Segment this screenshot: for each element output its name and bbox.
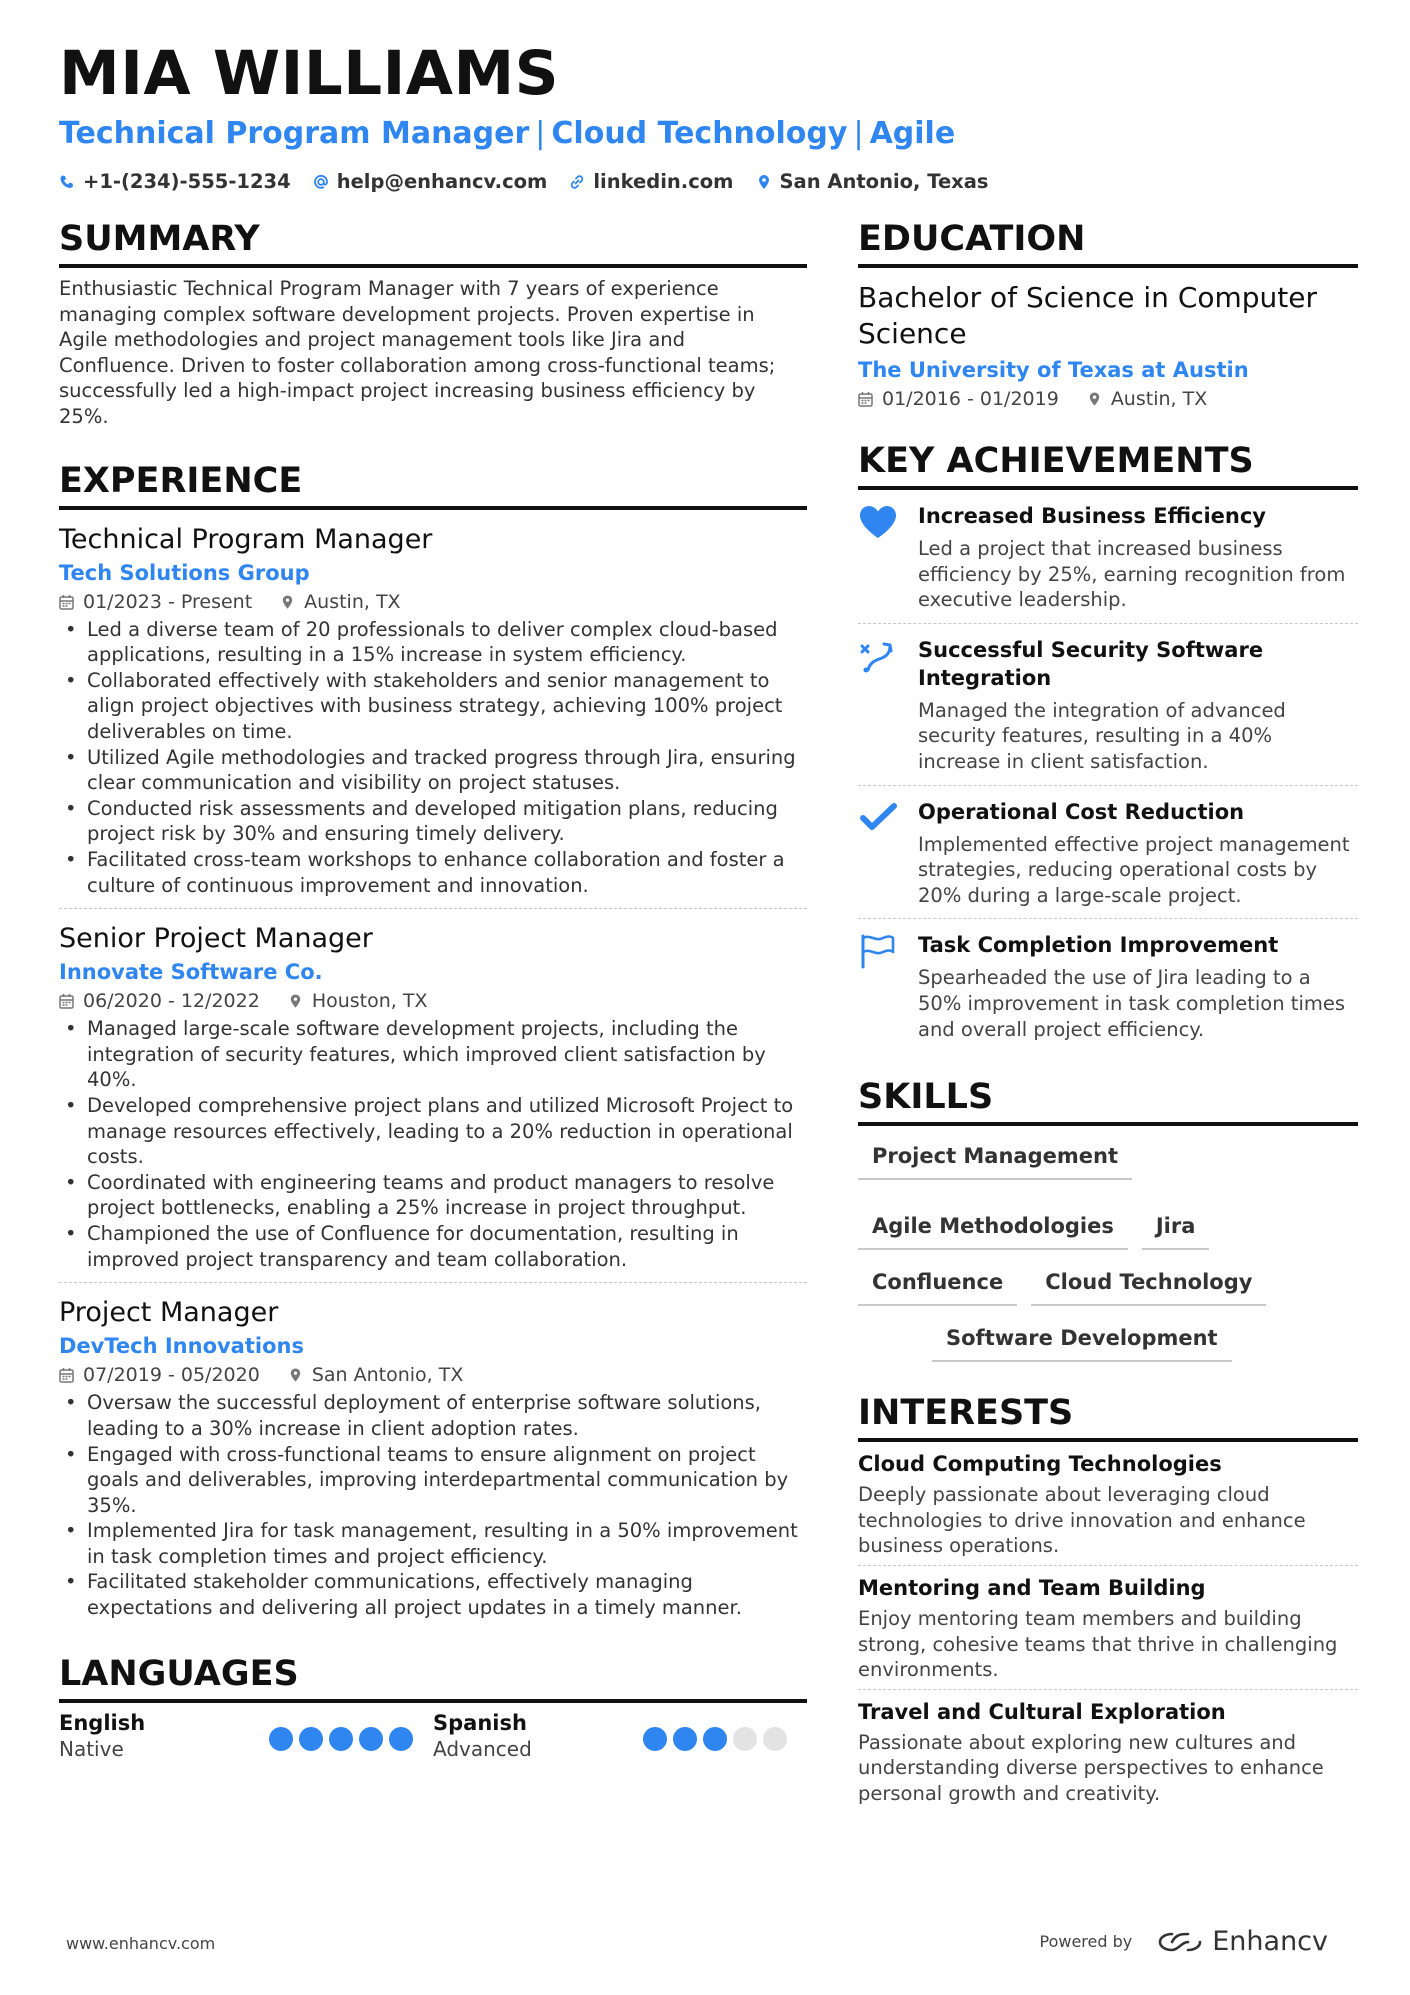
rating-dot-filled	[673, 1727, 697, 1751]
language-rating	[269, 1727, 413, 1751]
job-entry	[59, 909, 807, 1283]
interest-item	[858, 1566, 1358, 1690]
job-bullets	[59, 1390, 807, 1620]
bullet-item: • Implemented Jira for task management, resulting in a 50% improvement in task completion times and project efficiency.	[59, 1518, 807, 1569]
rating-dot-filled	[643, 1727, 667, 1751]
company-name: Innovate Software Co.	[59, 960, 323, 985]
footer-url[interactable]: www.enhancv.com	[66, 1934, 216, 1953]
location-pin-icon	[756, 174, 772, 190]
headline-role: Technical Program Manager	[59, 116, 530, 151]
company-name: Tech Solutions Group	[59, 560, 310, 585]
powered-by-text: Powered by	[1039, 1932, 1133, 1951]
location-pin-icon	[280, 594, 295, 610]
headline-specialty: Cloud Technology	[551, 116, 848, 151]
education-dates: 01/2016 - 01/2019	[882, 388, 1059, 410]
rating-dot-filled	[269, 1727, 293, 1751]
achievement-title: Increased Business Efficiency	[918, 504, 1266, 528]
link-icon	[569, 174, 585, 190]
job-title: Senior Project Manager	[59, 923, 373, 955]
achievement-desc: Managed the integration of advanced security features, resulting in a 40% increase in client satisfaction.	[918, 698, 1286, 773]
language-name: Spanish	[433, 1710, 527, 1735]
job-entry	[59, 510, 807, 910]
achievements-section	[858, 440, 1358, 1052]
language-item	[433, 1711, 807, 1761]
rating-dot-filled	[703, 1727, 727, 1751]
interest-title: Cloud Computing Technologies	[858, 1452, 1222, 1477]
experience-title: EXPERIENCE	[59, 460, 807, 510]
interests-section	[858, 1392, 1358, 1812]
language-name: English	[59, 1710, 146, 1735]
summary-title: SUMMARY	[59, 218, 807, 268]
headline-separator: |	[535, 116, 546, 151]
skill-tag: Agile Methodologies	[858, 1208, 1128, 1250]
contact-phone[interactable]	[59, 170, 291, 193]
headline-method: Agile	[869, 116, 956, 151]
bullet-item: • Utilized Agile methodologies and tracked progress through Jira, ensuring clear communication and visibility on project statuses.	[59, 745, 807, 796]
at-icon	[313, 174, 329, 190]
summary-text: Enthusiastic Technical Program Manager with 7 years of experience managing complex software development projects. Proven expertise in Agile methodologies and project management tools like Jira and Confluence. Driven to foster collaboration among cross-functional teams; successfully led a high-impact project increasing business efficiency by 25%.	[59, 277, 776, 428]
interest-item	[858, 1442, 1358, 1566]
location-pin-icon	[1087, 391, 1102, 407]
headline-separator: |	[853, 116, 864, 151]
interest-title: Travel and Cultural Exploration	[858, 1699, 1226, 1724]
flag-icon	[858, 933, 898, 969]
interest-desc: Enjoy mentoring team members and building strong, cohesive teams that thrive in challenging environments.	[858, 1606, 1338, 1682]
summary-section	[59, 218, 807, 430]
achievement-desc: Implemented effective project management strategies, reducing operational costs by 20% during a large-scale project.	[918, 832, 1350, 907]
bullet-item: • Coordinated with engineering teams and product managers to resolve project bottlenecks, enabling a 25% increase in project throughput.	[59, 1170, 807, 1221]
left-column	[59, 218, 807, 1791]
calendar-icon	[59, 1367, 74, 1383]
language-rating	[643, 1727, 787, 1751]
interest-title: Mentoring and Team Building	[858, 1575, 1206, 1600]
contact-linkedin[interactable]	[569, 170, 733, 193]
job-meta	[59, 990, 807, 1012]
job-dates: 01/2023 - Present	[83, 590, 253, 613]
job-meta	[59, 1364, 807, 1386]
achievement-desc: Led a project that increased business efficiency by 25%, earning recognition from executive leadership.	[918, 537, 1346, 612]
rating-dot-filled	[299, 1727, 323, 1751]
skill-tag: Confluence	[858, 1264, 1017, 1306]
language-item	[59, 1711, 433, 1761]
job-bullets	[59, 617, 807, 899]
phone-icon	[59, 174, 75, 190]
achievement-item	[858, 490, 1358, 624]
languages-list	[59, 1711, 807, 1761]
location-pin-icon	[288, 1367, 303, 1383]
skill-tag: Software Development	[932, 1320, 1232, 1362]
bullet-item: • Facilitated stakeholder communications, effectively managing expectations and delivering all project updates in a timely manner.	[59, 1569, 807, 1620]
school-name: The University of Texas at Austin	[858, 358, 1249, 382]
interest-item	[858, 1690, 1358, 1813]
skill-tag: Project Management	[858, 1138, 1132, 1180]
strategy-icon	[858, 638, 898, 674]
skills-list	[858, 1138, 1328, 1362]
right-column	[858, 218, 1358, 1842]
education-location: Austin, TX	[1110, 388, 1208, 410]
job-dates: 06/2020 - 12/2022	[83, 990, 260, 1013]
heart-icon	[858, 504, 898, 540]
education-section	[858, 218, 1358, 410]
language-level: Native	[59, 1736, 124, 1761]
candidate-name: MIA WILLIAMS	[59, 38, 560, 109]
contact-bar	[59, 170, 989, 193]
bullet-item: • Conducted risk assessments and developed mitigation plans, reducing project risk by 30% and ensuring timely delivery.	[59, 796, 807, 847]
rating-dot-filled	[329, 1727, 353, 1751]
job-entry	[59, 1283, 807, 1630]
degree: Bachelor of Science in Computer Science	[858, 281, 1318, 350]
languages-section	[59, 1653, 807, 1761]
bullet-item: • Championed the use of Confluence for documentation, resulting in improved project transparency and team collaboration.	[59, 1221, 807, 1272]
contact-location	[756, 170, 989, 193]
linkedin-text: linkedin.com	[593, 170, 734, 193]
job-title: Technical Program Manager	[59, 523, 433, 555]
rating-dot-filled	[389, 1727, 413, 1751]
bullet-item: • Engaged with cross-functional teams to ensure alignment on project goals and deliverables, improving interdepartmental communication by 35%.	[59, 1442, 807, 1519]
bullet-item: • Facilitated cross-team workshops to enhance collaboration and foster a culture of continuous improvement and innovation.	[59, 847, 807, 898]
job-location: Houston, TX	[311, 990, 428, 1013]
email-text: help@enhancv.com	[336, 170, 548, 193]
languages-title: LANGUAGES	[59, 1653, 807, 1703]
bullet-item: • Led a diverse team of 20 professionals to deliver complex cloud-based applications, resulting in a 15% increase in system efficiency.	[59, 617, 807, 668]
footer-brand	[1040, 1926, 1329, 1957]
education-meta	[858, 388, 1358, 410]
bullet-item: • Oversaw the successful deployment of enterprise software solutions, leading to a 30% increase in client adoption rates.	[59, 1390, 807, 1441]
calendar-icon	[858, 391, 873, 407]
calendar-icon	[59, 594, 74, 610]
bullet-item: • Developed comprehensive project plans and utilized Microsoft Project to manage resources effectively, leading to a 20% reduction in operational costs.	[59, 1093, 807, 1170]
achievement-item	[858, 919, 1358, 1052]
job-location: San Antonio, TX	[311, 1364, 464, 1387]
enhancv-logo-icon	[1156, 1929, 1204, 1955]
headline	[59, 116, 955, 151]
bullet-item: • Collaborated effectively with stakeholders and senior management to align project objectives with business strategy, achieving 100% project deliverables on time.	[59, 668, 807, 745]
job-title: Project Manager	[59, 1297, 279, 1329]
experience-section	[59, 460, 807, 1631]
skill-tag: Jira	[1142, 1208, 1210, 1250]
job-dates: 07/2019 - 05/2020	[83, 1364, 260, 1387]
achievement-item	[858, 786, 1358, 920]
rating-dot-empty	[763, 1727, 787, 1751]
job-meta	[59, 591, 807, 613]
interests-title: INTERESTS	[858, 1392, 1358, 1442]
rating-dot-empty	[733, 1727, 757, 1751]
skill-tag: Cloud Technology	[1031, 1264, 1266, 1306]
rating-dot-filled	[359, 1727, 383, 1751]
achievements-title: KEY ACHIEVEMENTS	[858, 440, 1358, 490]
achievement-item	[858, 624, 1358, 786]
contact-email[interactable]	[313, 170, 548, 193]
achievement-title: Task Completion Improvement	[918, 933, 1279, 958]
skills-title: SKILLS	[858, 1076, 1358, 1126]
brand-name: Enhancv	[1212, 1926, 1328, 1957]
phone-text: +1-(234)-555-1234	[83, 170, 291, 193]
achievement-title: Successful Security Software Integration	[918, 637, 1264, 690]
brand-logo[interactable]	[1156, 1926, 1328, 1957]
bullet-item: • Managed large-scale software development projects, including the integration of security features, which improved client satisfaction by 40%.	[59, 1016, 807, 1093]
interest-desc: Passionate about exploring new cultures and understanding diverse perspectives to enhance personal growth and creativity.	[858, 1730, 1324, 1805]
education-title: EDUCATION	[858, 218, 1358, 268]
location-pin-icon	[288, 993, 303, 1009]
location-text: San Antonio, Texas	[779, 170, 989, 193]
achievement-desc: Spearheaded the use of Jira leading to a 50% improvement in task completion times and overall project efficiency.	[918, 966, 1346, 1041]
checkmark-icon	[858, 800, 898, 836]
calendar-icon	[59, 993, 74, 1009]
achievement-title: Operational Cost Reduction	[918, 799, 1245, 824]
job-bullets	[59, 1016, 807, 1272]
interest-desc: Deeply passionate about leveraging cloud technologies to drive innovation and enhance business operations.	[858, 1483, 1306, 1558]
company-name: DevTech Innovations	[59, 1334, 304, 1359]
language-level: Advanced	[433, 1736, 532, 1761]
job-location: Austin, TX	[304, 590, 401, 613]
skills-section	[858, 1076, 1358, 1362]
